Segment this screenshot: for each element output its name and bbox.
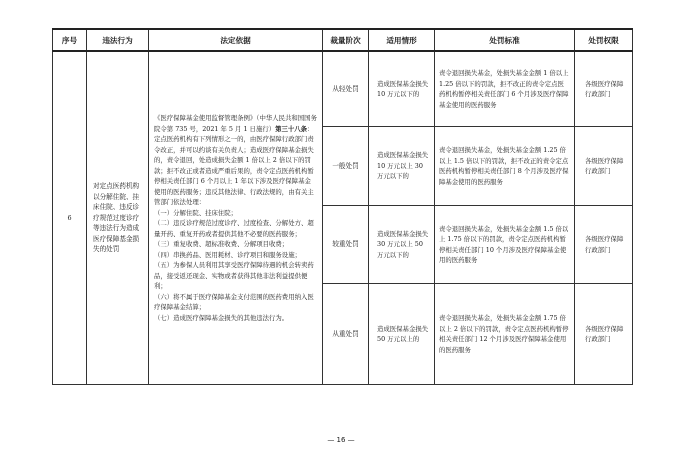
penalty-authority: 各级医疗保障行政部门 bbox=[575, 206, 633, 284]
applicable-situation: 造成医保基金损失 30 万元以上 50 万元以下的 bbox=[369, 206, 435, 284]
discretion-level: 较重处罚 bbox=[323, 206, 369, 284]
penalty-authority: 各级医疗保障行政部门 bbox=[575, 127, 633, 206]
header-basis: 法定依据 bbox=[149, 29, 323, 51]
applicable-situation: 造成医保基金损失 10 万元以下的 bbox=[369, 51, 435, 127]
header-act: 违法行为 bbox=[87, 29, 149, 51]
legal-basis-item: （三）重复收费、超标准收费、分解项目收费； bbox=[154, 240, 289, 248]
legal-basis-item: （四）串换药品、医用耗材、诊疗项目和服务设施； bbox=[154, 250, 301, 259]
legal-basis-item: （一）分解住院、挂床住院； bbox=[154, 208, 238, 217]
header-standard: 处罚标准 bbox=[435, 29, 575, 51]
page-number: — 16 — bbox=[327, 436, 355, 444]
applicable-situation: 造成医保基金损失 10 万元以上 30 万元以下的 bbox=[369, 127, 435, 206]
table-header-row bbox=[53, 29, 633, 51]
penalty-standard: 责令退回损失基金，处损失基金金额 1.5 倍以上 1.75 倍以下的罚款，责令定点医药机构暂停相关责任部门 10 个月涉及医疗保障基金使用的医药服务 bbox=[435, 206, 575, 284]
document-sheet bbox=[52, 28, 632, 385]
penalty-standard: 责令退回损失基金，处损失基金金额 1.75 倍以上 2 倍以下的罚款，责令定点医药机构暂停相关责任部门 12 个月涉及医疗保障基金使用的医药服务 bbox=[435, 284, 575, 385]
penalty-standard: 责令退回损失基金，处损失基金金额 1 倍以上 1.25 倍以下的罚款，拒不改正的责令定点医药机构暂停相关责任部门 6 个月涉及医疗保障基金使用的医药服务 bbox=[435, 51, 575, 127]
legal-basis-item: （七）造成医疗保障基金损失的其他违法行为。 bbox=[154, 313, 289, 322]
violation-description: 对定点医药机构以分解住院、挂床住院、违反诊疗规范过度诊疗等违法行为造成医疗保障基金损失的处罚 bbox=[87, 51, 149, 385]
penalty-authority: 各级医疗保障行政部门 bbox=[575, 51, 633, 127]
legal-basis-intro: 《医疗保障基金使用监督管理条例》（中华人民共和国国务院令第 735 号，2021 年 5 月 1 日施行） bbox=[154, 114, 317, 133]
legal-basis-item: （六）将不属于医疗保障基金支付范围的医药费用纳入医疗保障基金结算； bbox=[154, 292, 314, 311]
legal-basis-text bbox=[154, 113, 317, 208]
penalty-authority: 各级医疗保障行政部门 bbox=[575, 284, 633, 385]
legal-basis-item: （二）违反诊疗规范过度诊疗、过度检查、分解处方、超量开药、重复开药或者提供其他不必要的医药服务； bbox=[154, 219, 314, 238]
penalty-table bbox=[52, 28, 633, 385]
discretion-level: 从重处罚 bbox=[323, 284, 369, 385]
discretion-level: 从轻处罚 bbox=[323, 51, 369, 127]
header-level: 裁量阶次 bbox=[323, 29, 369, 51]
legal-basis-body: ：定点医药机构有下列情形之一的，由医疗保障行政部门责令改正，并可以约谈有关负责人；造成医疗保障基金损失的，责令退回，处造成损失金额 1 倍以上 2 倍以下的罚款；拒不改正或者造成严重后果的，责令定点医药机构暂停相关责任部门 6 个月以上 1 年以下涉及医疗保障基金使用的医药服务；违反其他法律、行政法规的，由有关主管部门依法处理： bbox=[154, 124, 314, 206]
header-authority: 处罚权限 bbox=[575, 29, 633, 51]
discretion-level: 一般处罚 bbox=[323, 127, 369, 206]
legal-basis-item: （五）为参保人员利用其享受医疗保障待遇的机会转卖药品，接受返还现金、实物或者获得其他非法利益提供便利； bbox=[154, 261, 314, 290]
table-row bbox=[53, 51, 633, 127]
header-no: 序号 bbox=[53, 29, 87, 51]
row-number: 6 bbox=[53, 51, 87, 385]
applicable-situation: 造成医保基金损失 50 万元以上的 bbox=[369, 284, 435, 385]
penalty-standard: 责令退回损失基金，处损失基金金额 1.25 倍以上 1.5 倍以下的罚款，拒不改正的责令定点医药机构暂停相关责任部门 8 个月涉及医疗保障基金使用的医药服务 bbox=[435, 127, 575, 206]
legal-basis bbox=[149, 51, 323, 385]
legal-basis-article: 第三十八条 bbox=[275, 124, 308, 133]
header-situation: 适用情形 bbox=[369, 29, 435, 51]
